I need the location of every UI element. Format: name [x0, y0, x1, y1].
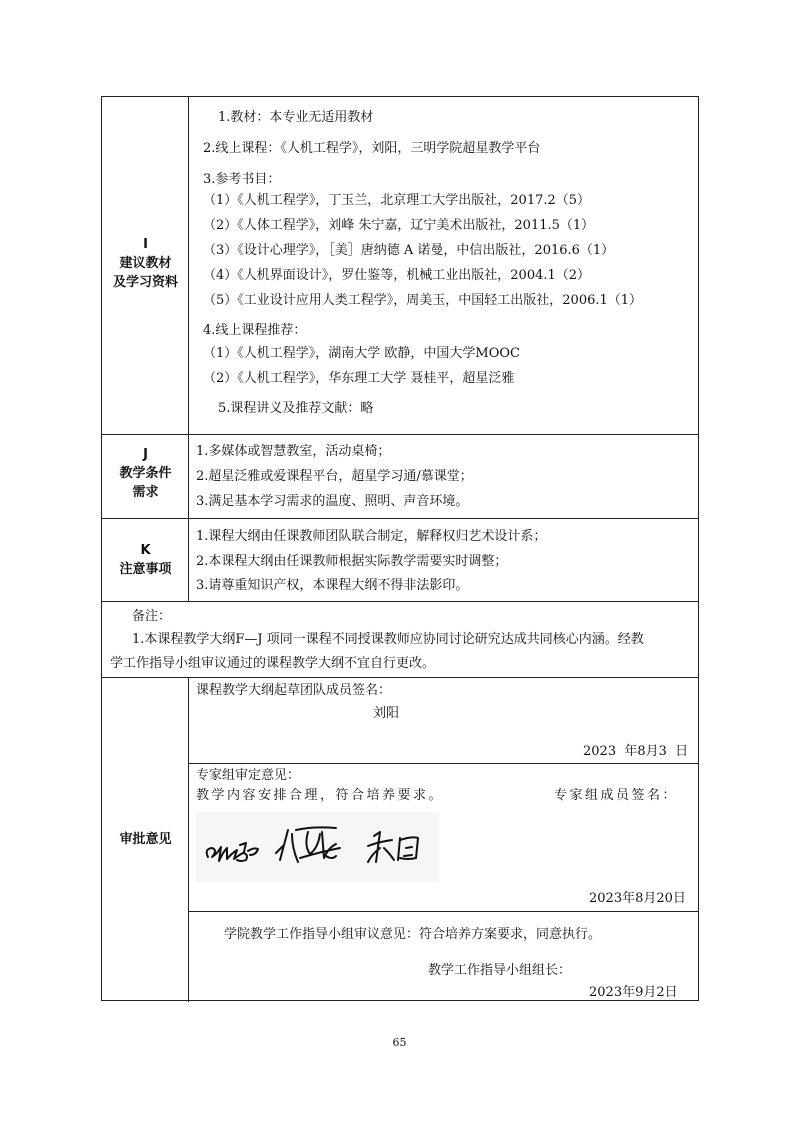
reference-item: （1）《人机工程学》，丁玉兰，北京理工大学出版社，2017.2（5） — [203, 193, 591, 208]
references-heading: 3.参考书目： — [203, 172, 281, 187]
section-K-header — [102, 541, 189, 579]
condition-item: 3.满足基本学习需求的温度、照明、声音环境。 — [196, 494, 469, 509]
row-divider — [102, 518, 698, 519]
recommended-heading: 4.线上课程推荐： — [203, 323, 307, 338]
reference-item: （2）《人体工程学》，刘峰 朱宁嘉，辽宁美术出版社，2011.5（1） — [203, 218, 595, 233]
notice-item: 3.请尊重知识产权，本课程大纲不得非法影印。 — [196, 578, 469, 593]
section-title: 审批意见 — [119, 832, 172, 847]
expert-date: 2023年8月20日 — [589, 891, 686, 906]
remarks-text: 学工作指导小组审议通过的课程教学大纲不宜自行更改。 — [110, 656, 436, 671]
row-divider — [102, 601, 698, 602]
recommended-item: （2）《人机工程学》，华东理工大学 聂桂平，超星泛雅 — [203, 371, 515, 386]
row-divider — [102, 434, 698, 435]
condition-item: 1.多媒体或智慧教室，活动桌椅； — [196, 444, 391, 459]
lecture-notes-line: 5.课程讲义及推荐文献：略 — [218, 401, 374, 416]
section-code: I — [143, 237, 148, 252]
online-course-line: 2.线上课程：《人机工程学》，刘阳，三明学院超星教学平台 — [203, 141, 541, 156]
college-date: 2023年9月2日 — [589, 985, 678, 1000]
row-divider — [189, 911, 698, 912]
college-opinion: 学院教学工作指导小组审议意见：符合培养方案要求，同意执行。 — [224, 927, 602, 942]
row-divider — [189, 763, 698, 764]
page-number: 65 — [392, 1036, 407, 1049]
column-divider — [188, 97, 189, 601]
draft-date: 2023 年8月3 日 — [583, 744, 689, 759]
section-I-header — [102, 235, 189, 292]
expert-sign-label: 专家组成员签名： — [554, 788, 679, 803]
section-title-line: 教学条件 — [119, 466, 172, 481]
reference-item: （5）《工业设计应用人类工程学》，周美玉，中国轻工出版社，2006.1（1） — [203, 293, 643, 308]
draft-signer-name: 刘阳 — [373, 706, 400, 721]
remarks-label: 备注： — [132, 609, 172, 624]
expert-signatures-image — [196, 812, 439, 882]
textbook-line: 1.教材：本专业无适用教材 — [218, 110, 374, 125]
row-divider — [102, 677, 698, 678]
draft-team-label: 课程教学大纲起草团队成员签名： — [196, 683, 392, 698]
expert-opinion-text: 教学内容安排合理，符合培养要求。 — [196, 788, 445, 803]
reference-item: （3）《设计心理学》，［美］唐纳德 A 诺曼，中信出版社，2016.6（1） — [203, 243, 615, 258]
approval-header — [102, 830, 189, 849]
reference-item: （4）《人机界面设计》，罗仕鉴等，机械工业出版社，2004.1（2） — [203, 268, 591, 283]
leader-label: 教学工作指导小组组长： — [428, 963, 572, 978]
section-title: 注意事项 — [119, 562, 172, 577]
section-title-line: 建议教材 — [119, 256, 172, 271]
section-code: J — [143, 447, 148, 462]
handwritten-signatures-icon — [196, 812, 439, 882]
expert-opinion-label: 专家组审定意见： — [196, 768, 301, 783]
section-title-line: 需求 — [132, 485, 159, 500]
notice-item: 1.课程大纲由任课教师团队联合制定，解释权归艺术设计系； — [196, 529, 547, 544]
recommended-item: （1）《人机工程学》，湖南大学 欧静，中国大学MOOC — [203, 346, 520, 361]
section-code: K — [140, 543, 151, 558]
notice-item: 2.本课程大纲由任课教师根据实际教学需要实时调整； — [196, 554, 508, 569]
remarks-text: 1.本课程教学大纲F—J 项同一课程不同授课教师应协同讨论研究达成共同核心内涵。经教 — [132, 632, 644, 647]
section-title-line: 及学习资料 — [112, 275, 178, 290]
condition-item: 2.超星泛雅或爱课程平台，超星学习通/慕课堂； — [196, 469, 473, 484]
section-J-header — [102, 445, 189, 502]
